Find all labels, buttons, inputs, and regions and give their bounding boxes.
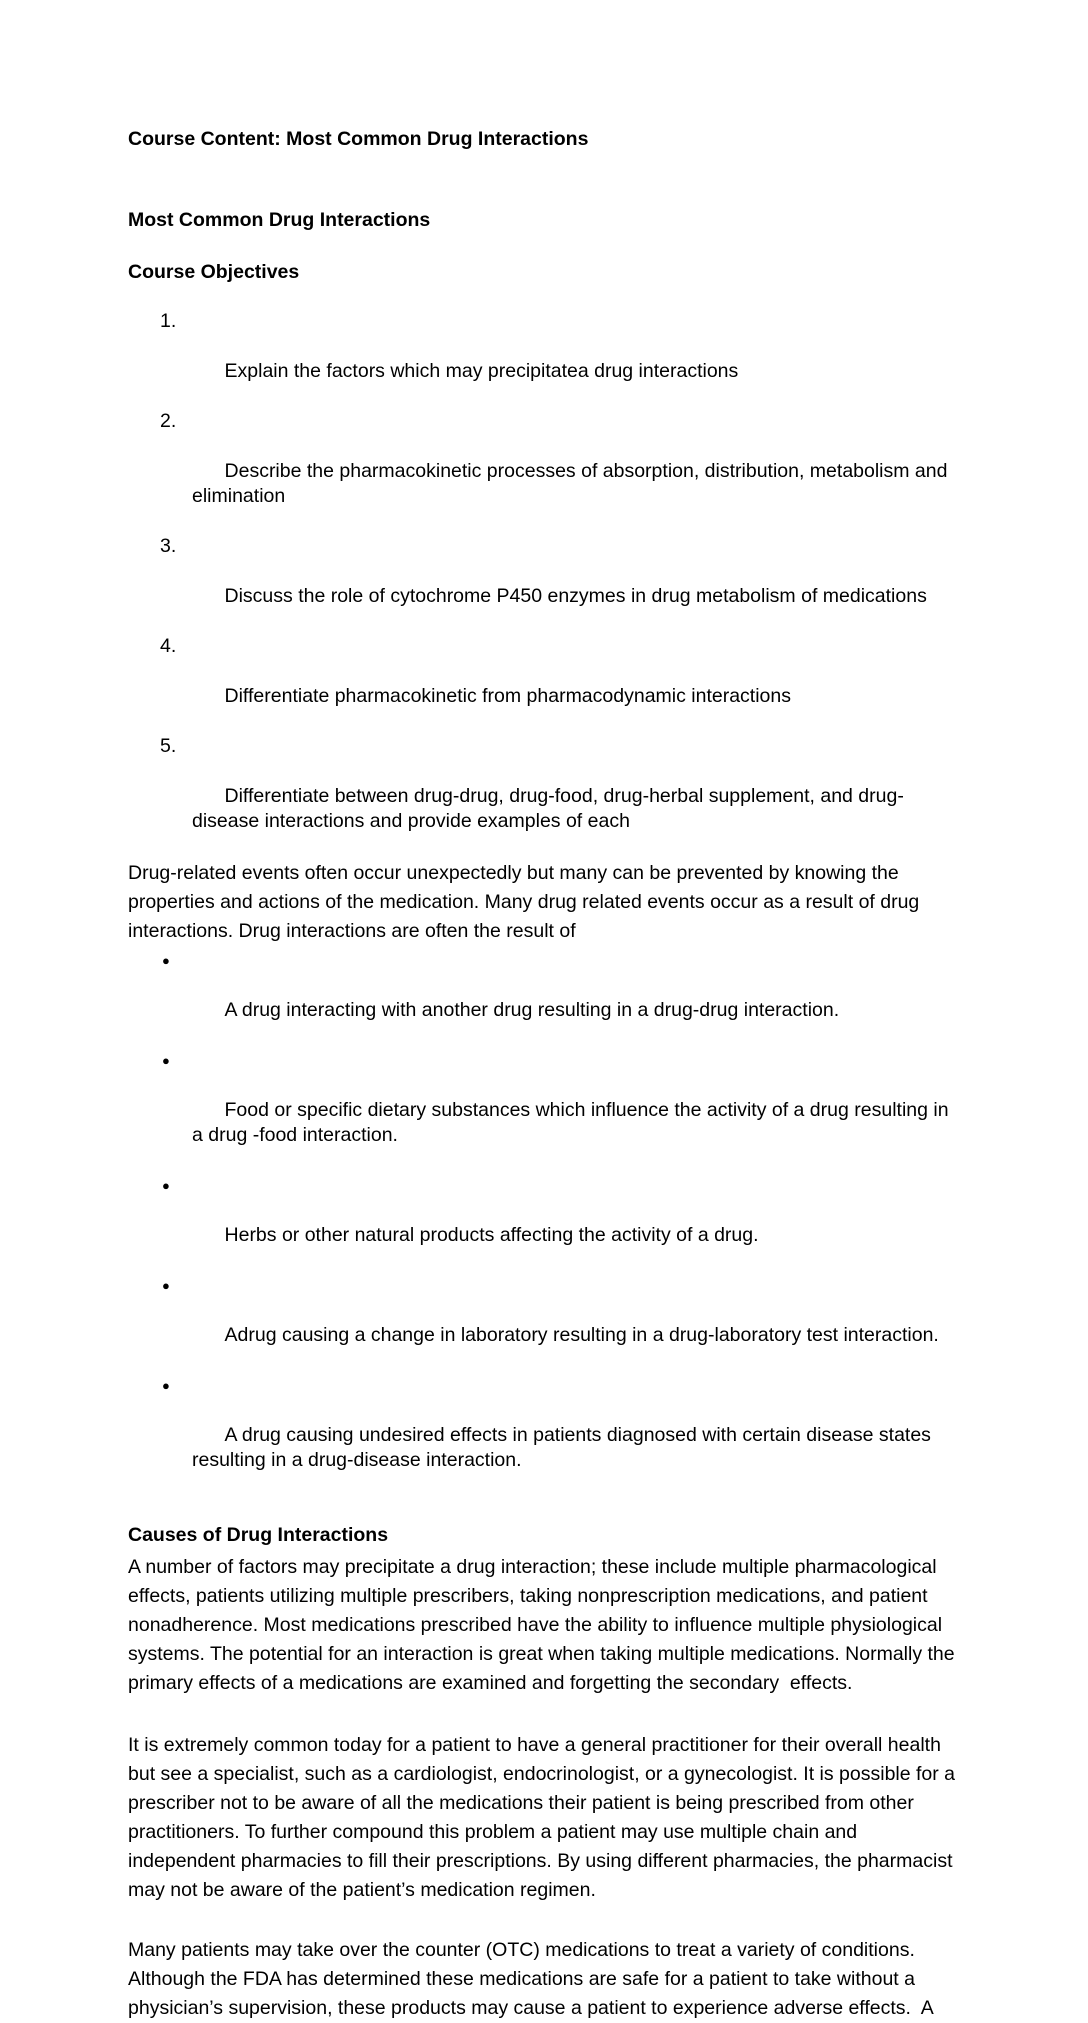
interaction-type-item [128,1048,960,1173]
bullet-icon: ● [162,1378,170,1393]
interaction-type-text: Food or specific dietary substances which influence the activity of a drug resulting in a drug -food interaction. [192,1099,954,1146]
objective-number: 1. [160,310,177,332]
document-title: Course Content: Most Common Drug Interactions [128,128,589,150]
objective-text: Differentiate between drug-drug, drug-food, drug-herbal supplement, and drug-disease interactions and provide examples of each [192,785,904,832]
objective-number: 4. [160,635,177,657]
objective-text: Describe the pharmacokinetic processes of absorption, distribution, metabolism and elimination [192,460,953,507]
interaction-type-text: A drug interacting with another drug resulting in a drug-drug interaction. [224,999,840,1021]
bullet-icon: ● [162,1178,170,1193]
objective-number: 2. [160,410,177,432]
causes-paragraph: A number of factors may precipitate a drug interaction; these include multiple pharmacological effects, patients utilizing multiple prescribers, taking nonprescription medications, and patient nonadherence. Most medications prescribed have the ability to influence multiple physiological systems. The potential for an interaction is great when taking multiple medications. Normally the primary effects of a medications are examined and forgetting the secondary effects. [128,1556,961,1694]
interaction-type-item [128,1373,960,1498]
interaction-types-list [128,948,960,1498]
objective-item [128,309,960,409]
otc-paragraph: Many patients may take over the counter (OTC) medications to treat a variety of conditions. Although the FDA has determined these medications are safe for a patient to take without a physician’s supervision, these products may cause a patient to experience adverse effects. A [128,1939,934,2019]
objectives-list [128,309,960,859]
interaction-type-text: Herbs or other natural products affecting the activity of a drug. [224,1224,759,1246]
objective-text: Differentiate pharmacokinetic from pharmacodynamic interactions [224,685,791,707]
objective-text: Discuss the role of cytochrome P450 enzymes in drug metabolism of medications [224,585,927,607]
objectives-heading: Course Objectives [128,261,300,283]
practitioner-paragraph: It is extremely common today for a patient to have a general practitioner for their overall health but see a specialist, such as a cardiologist, endocrinologist, or a gynecologist. It is possible for a prescriber not to be aware of all the medications their patient is being prescribed from other practitioners. To further compound this problem a patient may use multiple chain and independent pharmacies to fill their prescriptions. By using different pharmacies, the pharmacist may not be aware of the patient’s medication regimen. [128,1734,961,1901]
bullet-icon: ● [162,1053,170,1068]
objective-item [128,409,960,534]
objective-item [128,634,960,734]
objective-item [128,534,960,634]
causes-heading: Causes of Drug Interactions [128,1524,389,1546]
objective-item [128,734,960,859]
intro-paragraph: Drug-related events often occur unexpectedly but many can be prevented by knowing the properties and actions of the medication. Many drug related events occur as a result of drug interactions. Drug interactions are often the result of [128,862,925,942]
bullet-icon: ● [162,953,170,968]
interaction-type-text: Adrug causing a change in laboratory resulting in a drug-laboratory test interaction. [224,1324,939,1346]
interaction-type-item [128,1173,960,1273]
interaction-type-item [128,1273,960,1373]
interaction-type-item [128,948,960,1048]
objective-number: 3. [160,535,177,557]
objective-number: 5. [160,735,177,757]
objective-text: Explain the factors which may precipitatea drug interactions [224,360,739,382]
bullet-icon: ● [162,1278,170,1293]
section-heading: Most Common Drug Interactions [128,209,431,231]
interaction-type-text: A drug causing undesired effects in patients diagnosed with certain disease states resulting in a drug-disease interaction. [192,1424,937,1471]
